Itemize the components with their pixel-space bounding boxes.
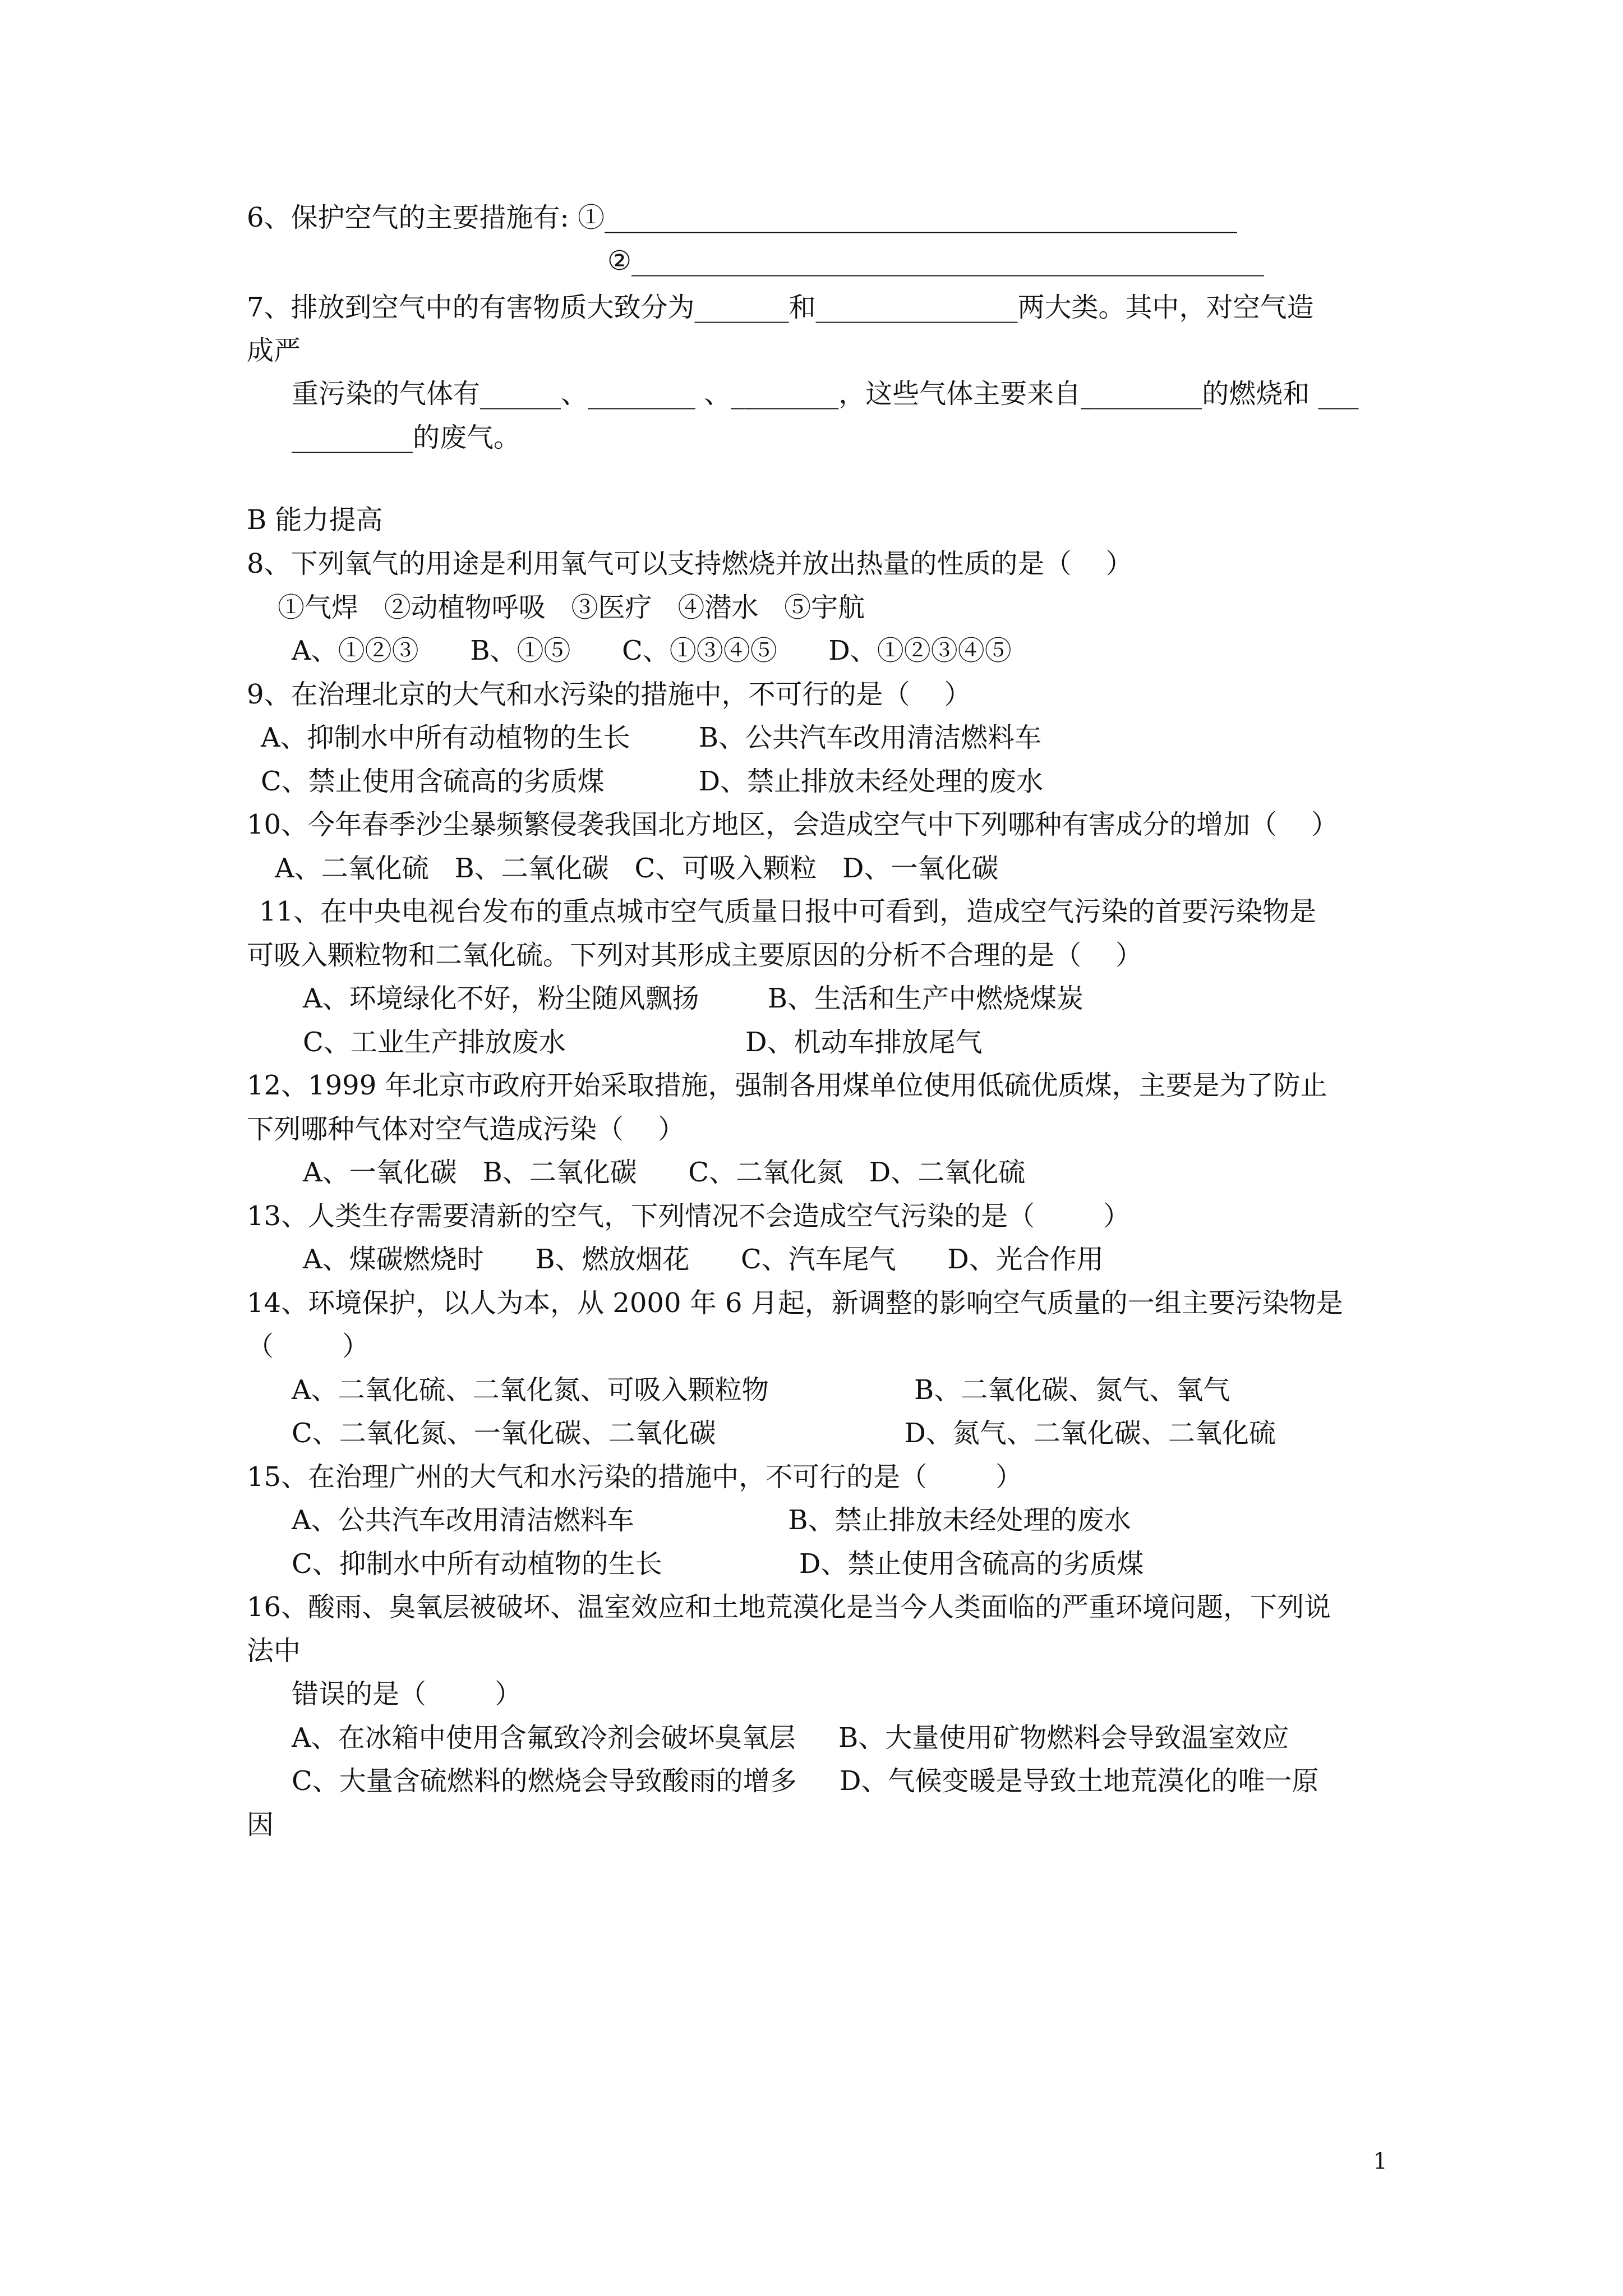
- q12-options: A、一氧化碳 B、二氧化碳 C、二氧化氮 D、二氧化硫: [303, 1157, 1026, 1188]
- q16-stem-1: 16、酸雨、臭氧层被破坏、温室效应和土地荒漠化是当今人类面临的严重环境问题，下列说: [247, 1591, 1331, 1623]
- q9-options-cd: C、禁止使用含硫高的劣质煤 D、禁止排放未经处理的废水: [261, 766, 1044, 797]
- q16-wrap: 因: [247, 1809, 274, 1841]
- q6-line2: ②_______________________________________________: [607, 245, 1265, 277]
- q7-line2: 成严: [247, 335, 301, 366]
- q15-stem: 15、在治理广州的大气和水污染的措施中，不可行的是（ ）: [247, 1461, 1023, 1493]
- q14-options-cd: C、二氧化氮、一氧化碳、二氧化碳 D、氮气、二氧化碳、二氧化硫: [292, 1418, 1276, 1449]
- q7-line1: 7、排放到空气中的有害物质大致分为_______和_______________两大类。其中，对空气造: [247, 292, 1314, 323]
- q15-options-ab: A、公共汽车改用清洁燃料车 B、禁止排放未经处理的废水: [292, 1504, 1131, 1536]
- q11-stem-1: 11、在中央电视台发布的重点城市空气质量日报中可看到，造成空气污染的首要污染物是: [259, 896, 1317, 927]
- q12-stem-2: 下列哪种气体对空气造成污染（ ）: [247, 1114, 685, 1145]
- q16-stem-2: 法中: [247, 1635, 301, 1667]
- q11-options-cd: C、工业生产排放废水 D、机动车排放尾气: [303, 1027, 983, 1058]
- q7-line3: 重污染的气体有______、________ 、________，这些气体主要来自_________的燃烧和 ___: [292, 378, 1359, 409]
- q8-stem: 8、下列氧气的用途是利用氧气可以支持燃烧并放出热量的性质的是（ ）: [247, 548, 1133, 579]
- q16-options-ab: A、在冰箱中使用含氟致冷剂会破坏臭氧层 B、大量使用矿物燃料会导致温室效应: [292, 1722, 1289, 1754]
- q8-options: A、①②③ B、①⑤ C、①③④⑤ D、①②③④⑤: [292, 635, 1012, 666]
- q13-stem: 13、人类生存需要清新的空气，下列情况不会造成空气污染的是（ ）: [247, 1200, 1131, 1232]
- q9-options-ab: A、抑制水中所有动植物的生长 B、公共汽车改用清洁燃料车: [261, 722, 1042, 753]
- q16-stem-3: 错误的是（ ）: [292, 1678, 522, 1710]
- q14-options-ab: A、二氧化硫、二氧化氮、可吸入颗粒物 B、二氧化碳、氮气、氧气: [292, 1374, 1230, 1406]
- q14-stem-1: 14、环境保护，以人为本，从 2000 年 6 月起，新调整的影响空气质量的一组主要污染物是: [247, 1287, 1343, 1319]
- section-heading: B 能力提高: [247, 504, 383, 536]
- q16-options-cd: C、大量含硫燃料的燃烧会导致酸雨的增多 D、气候变暖是导致土地荒漠化的唯一原: [292, 1765, 1319, 1797]
- page-number: 1: [1373, 2148, 1387, 2174]
- q6-line1: 6、保护空气的主要措施有: ①_______________________________________________: [247, 202, 1237, 233]
- q14-stem-2: （ ）: [247, 1331, 370, 1362]
- q13-options: A、煤碳燃烧时 B、燃放烟花 C、汽车尾气 D、光合作用: [303, 1244, 1104, 1275]
- q10-stem: 10、今年春季沙尘暴频繁侵袭我国北方地区，会造成空气中下列哪种有害成分的增加（ ）: [247, 809, 1339, 840]
- q9-stem: 9、在治理北京的大气和水污染的措施中，不可行的是（ ）: [247, 679, 971, 710]
- q10-options: A、二氧化硫 B、二氧化碳 C、可吸入颗粒 D、一氧化碳: [275, 853, 999, 884]
- q11-stem-2: 可吸入颗粒物和二氧化硫。下列对其形成主要原因的分析不合理的是（ ）: [247, 940, 1143, 971]
- q12-stem-1: 12、1999 年北京市政府开始采取措施，强制各用煤单位使用低硫优质煤，主要是为了防止: [247, 1070, 1327, 1101]
- q8-items: ①气焊 ②动植物呼吸 ③医疗 ④潜水 ⑤宇航: [278, 592, 865, 623]
- q7-line4: _________的废气。: [292, 422, 521, 453]
- q15-options-cd: C、抑制水中所有动植物的生长 D、禁止使用含硫高的劣质煤: [292, 1548, 1144, 1580]
- q11-options-ab: A、环境绿化不好，粉尘随风飘扬 B、生活和生产中燃烧煤炭: [303, 983, 1084, 1014]
